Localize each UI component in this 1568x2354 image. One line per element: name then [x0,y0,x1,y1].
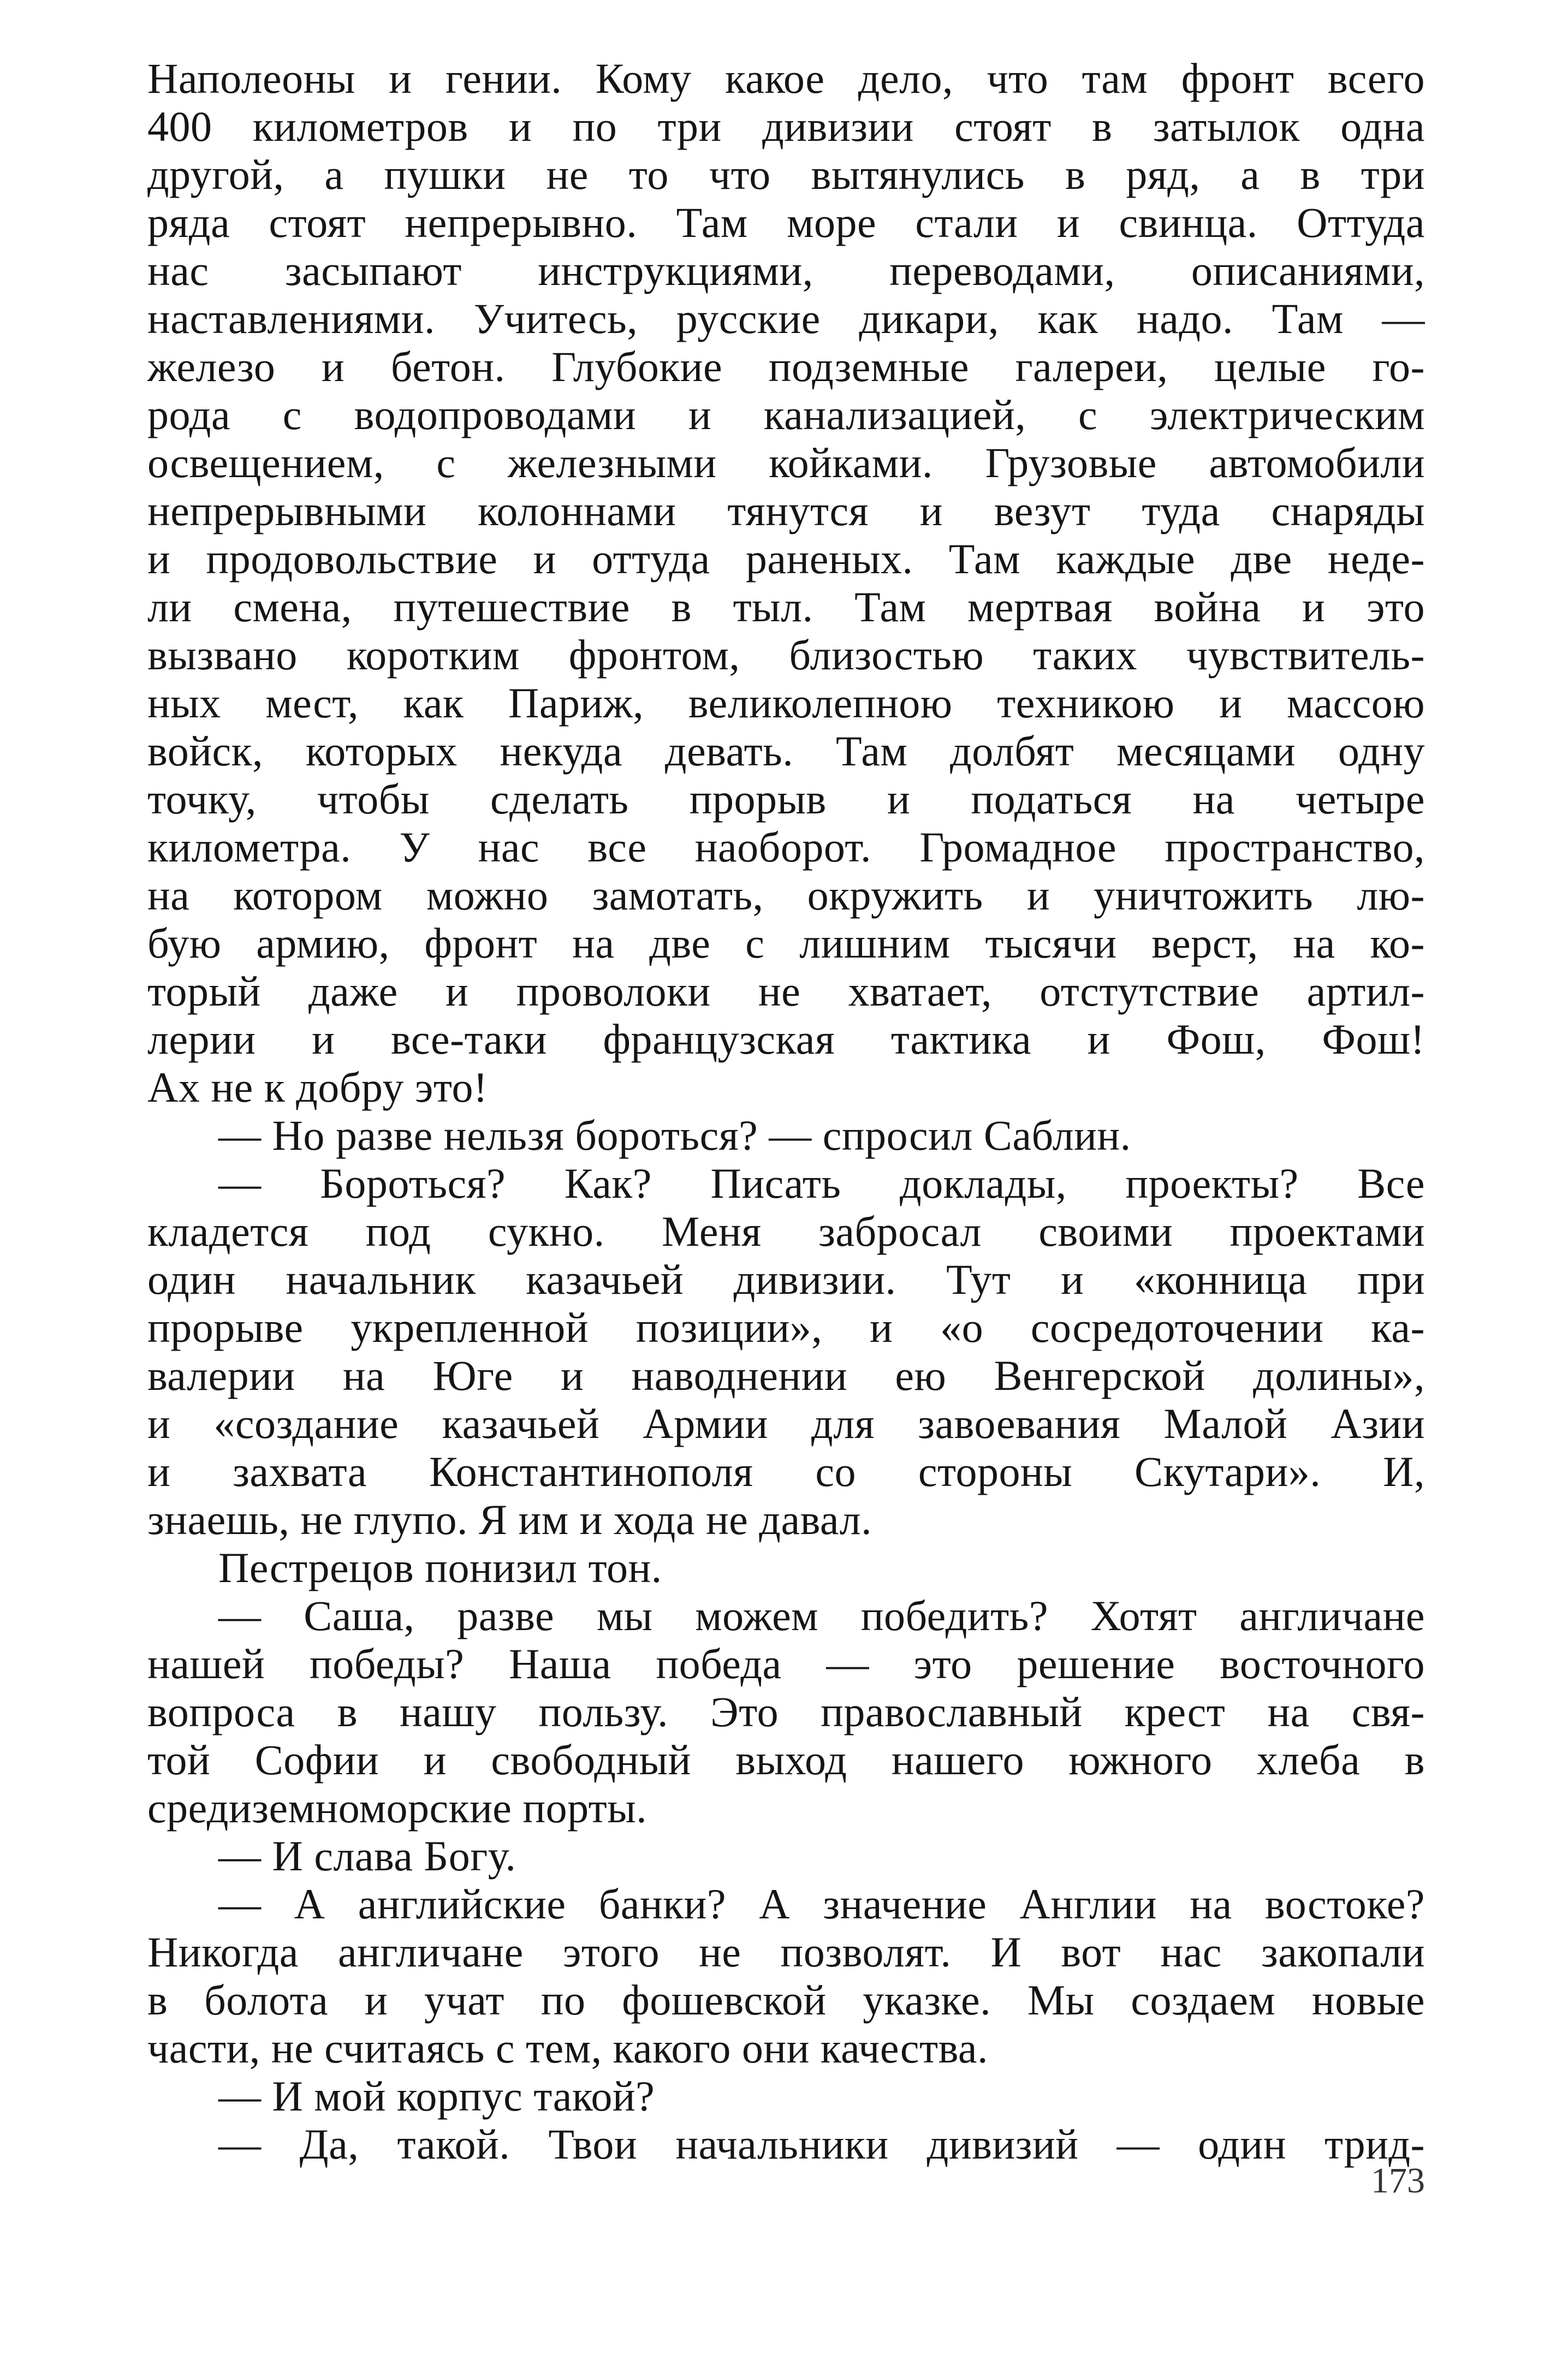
text-line: кладется под сукно. Меня забросал своими проектами [147,1208,1425,1255]
text-line: торый даже и проволоки не хватает, отстутствие артил- [147,967,1425,1015]
text-line: ли смена, путешествие в тыл. Там мертвая война и это [147,583,1425,631]
text-line: нас засыпают инструкциями, переводами, описаниями, [147,247,1425,294]
text-line: километра. У нас все наоборот. Громадное пространство, [147,823,1425,871]
text-line: — И мой корпус такой? [218,2072,655,2120]
text-line: — Бороться? Как? Писать доклады, проекты? Все [218,1160,1425,1207]
text-line: прорыве укрепленной позиции», и «о сосредоточении ка- [147,1304,1425,1351]
text-line: лерии и все-таки французская тактика и Фош, Фош! [147,1015,1425,1063]
text-line: вызвано коротким фронтом, близостью таких чувствитель- [147,631,1425,679]
text-line: нашей победы? Наша победа — это решение восточного [147,1640,1425,1687]
text-line: ных мест, как Париж, великолепною техникою и массою [147,679,1425,727]
text-line: железо и бетон. Глубокие подземные галереи, целые го- [147,343,1425,390]
text-line: 400 километров и по три дивизии стоят в затылок одна [147,103,1425,150]
text-line: Ах не к добру это! [147,1063,488,1111]
text-line: той Софии и свободный выход нашего южного хлеба в [147,1736,1425,1784]
text-line: средиземноморские порты. [147,1784,648,1832]
text-line: точку, чтобы сделать прорыв и податься на четыре [147,775,1425,823]
text-line: и захвата Константинополя со стороны Скутари». И, [147,1448,1425,1495]
text-line: войск, которых некуда девать. Там долбят месяцами одну [147,727,1425,775]
page-number: 173 [1371,2161,1425,2201]
text-line: в болота и учат по фошевской указке. Мы создаем новые [147,1976,1425,2024]
text-line: — Да, такой. Твои начальники дивизий — один трид- [218,2120,1425,2168]
text-line: — Саша, разве мы можем победить? Хотят англичане [218,1592,1425,1639]
text-line: непрерывными колоннами тянутся и везут туда снаряды [147,487,1425,534]
text-line: валерии на Юге и наводнении ею Венгерской долины», [147,1352,1425,1399]
text-line: — И слава Богу. [218,1832,516,1880]
text-line: — А английские банки? А значение Англии на востоке? [218,1880,1425,1928]
text-line: наставлениями. Учитесь, русские дикари, как надо. Там — [147,295,1425,342]
text-line: знаешь, не глупо. Я им и хода не давал. [147,1496,872,1543]
text-line: освещением, с железными койками. Грузовые автомобили [147,439,1425,486]
text-line: и продовольствие и оттуда раненых. Там каждые две неде- [147,535,1425,582]
text-line: ряда стоят непрерывно. Там море стали и свинца. Оттуда [147,199,1425,246]
text-line: рода с водопроводами и канализацией, с электрическим [147,391,1425,438]
text-line: части, не считаясь с тем, какого они качества. [147,2024,989,2072]
text-line: другой, а пушки не то что вытянулись в ряд, а в три [147,151,1425,198]
body-text [147,55,1425,2168]
text-line: на котором можно замотать, окружить и уничтожить лю- [147,871,1425,919]
text-line: Наполеоны и гении. Кому какое дело, что там фронт всего [147,55,1425,102]
text-line: и «создание казачьей Армии для завоевания Малой Азии [147,1400,1425,1447]
text-line: Никогда англичане этого не позволят. И вот нас закопали [147,1928,1425,1976]
text-line: — Но разве нельзя бороться? — спросил Саблин. [218,1111,1131,1159]
text-line: бую армию, фронт на две с лишним тысячи верст, на ко- [147,919,1425,967]
text-line: один начальник казачьей дивизии. Тут и «конница при [147,1256,1425,1303]
text-line: Пестрецов понизил тон. [218,1544,662,1591]
text-line: вопроса в нашу пользу. Это православный крест на свя- [147,1688,1425,1735]
